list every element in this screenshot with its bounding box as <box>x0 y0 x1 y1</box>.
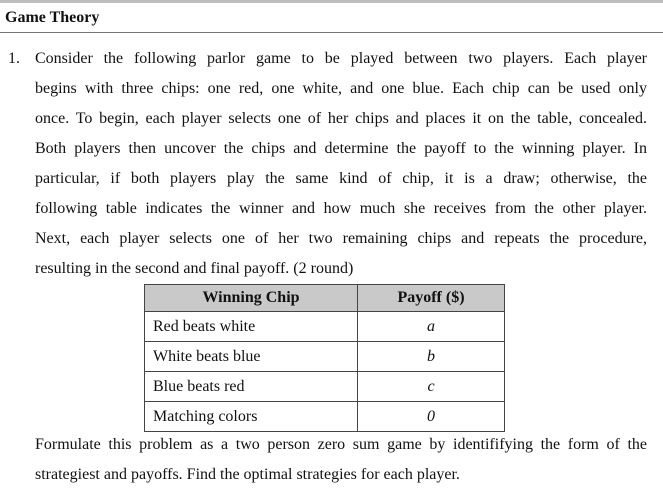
winning-chip-cell: White beats blue <box>145 342 358 372</box>
winning-chip-cell: Red beats white <box>145 312 358 342</box>
statement-line: resulting in the second and final payoff. (2 round) <box>35 260 354 277</box>
payoff-cell: 0 <box>358 402 505 432</box>
winning-chip-cell: Matching colors <box>145 402 358 432</box>
heading-container <box>5 9 99 27</box>
table-row <box>145 402 505 432</box>
payoff-cell: a <box>358 312 505 342</box>
table-row <box>145 342 505 372</box>
statement-line: once. To begin, each player selects one of her chips and places it on the table, concealed. <box>35 110 647 127</box>
problem-statement <box>35 44 647 284</box>
problem-number: 1. <box>8 50 20 67</box>
statement-line: following table indicates the winner and how much she receives from the other player. <box>35 200 647 217</box>
statement-line: Both players then uncover the chips and determine the payoff to the winning player. In <box>35 140 647 157</box>
top-border <box>0 0 663 3</box>
table-row <box>145 312 505 342</box>
payoff-cell: b <box>358 342 505 372</box>
table-header-row <box>145 285 505 312</box>
payoff-cell: c <box>358 372 505 402</box>
header-winning-chip: Winning Chip <box>145 285 358 312</box>
statement-line: Next, each player selects one of her two remaining chips and repeats the procedure, <box>35 230 647 247</box>
table-row <box>145 372 505 402</box>
statement-line: begins with three chips: one red, one white, and one blue. Each chip can be used only <box>35 80 647 97</box>
question-line: Formulate this problem as a two person zero sum game by identififying the form of the <box>35 436 647 453</box>
payoff-table <box>144 284 505 432</box>
page-title: Game Theory <box>5 9 100 26</box>
statement-line: particular, if both players play the same kind of chip, it is a draw; otherwise, the <box>35 170 647 187</box>
question-line: strategiest and payoffs. Find the optimal strategies for each player. <box>35 466 460 483</box>
header-payoff: Payoff ($) <box>358 285 505 312</box>
winning-chip-cell: Blue beats red <box>145 372 358 402</box>
statement-line: Consider the following parlor game to be played between two players. Each player <box>35 50 647 67</box>
problem-question <box>35 430 647 490</box>
heading-divider <box>0 32 663 33</box>
